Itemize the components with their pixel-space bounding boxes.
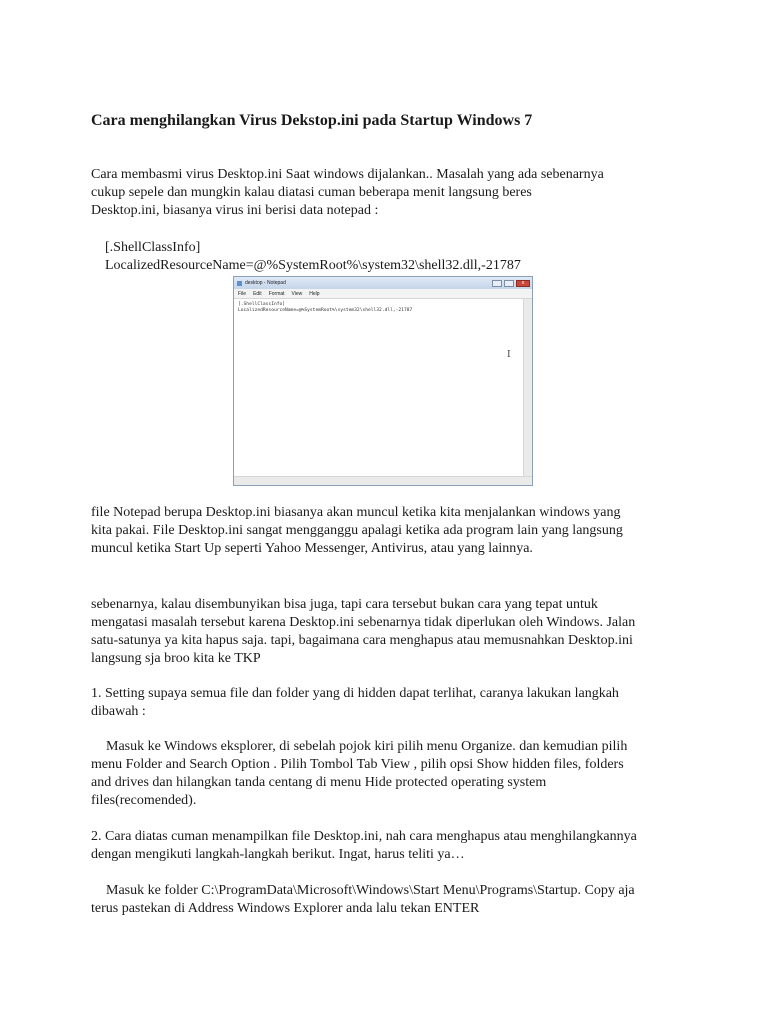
menu-view: View (291, 290, 303, 297)
text-cursor-icon: I (507, 350, 511, 360)
text-line: Desktop.ini, biasanya virus ini berisi data notepad : (91, 203, 379, 218)
text-line: files(recomended). (91, 793, 197, 808)
notepad-horizontal-scrollbar (234, 476, 532, 485)
text-line: sebenarnya, kalau disembunyikan bisa juga, tapi cara tersebut bukan cara yang tepat untuk (91, 597, 598, 612)
text-line: Cara membasmi virus Desktop.ini Saat windows dijalankan.. Masalah yang ada sebenarnya (91, 167, 604, 182)
text-line: file Notepad berupa Desktop.ini biasanya akan muncul ketika kita menjalankan windows yang (91, 505, 621, 520)
menu-edit: Edit (253, 290, 262, 297)
text-line: terus pastekan di Address Windows Explorer anda lalu tekan ENTER (91, 901, 480, 916)
paragraph-hide-option (91, 596, 691, 668)
notepad-screenshot (233, 276, 533, 486)
notepad-icon (237, 281, 242, 286)
notepad-text-line: LocalizedResourceName=@%SystemRoot%\system32\shell32.dll,-21787 (238, 308, 413, 313)
intro-paragraph (91, 166, 691, 220)
text-line: muncul ketika Start Up seperti Yahoo Messenger, Antivirus, atau yang lainnya. (91, 541, 533, 556)
text-line: mengatasi masalah tersebut karena Desktop.ini sebenarnya tidak diperlukan oleh Windows. Jalan (91, 615, 636, 630)
text-line: dengan mengikuti langkah-langkah berikut. Ingat, harus teliti ya… (91, 847, 465, 862)
text-line: 2. Cara diatas cuman menampilkan file Desktop.ini, nah cara menghapus atau menghilangkannya (91, 829, 637, 844)
notepad-menubar (234, 289, 532, 299)
step-1 (91, 685, 691, 721)
code-line-localizedresourcename: LocalizedResourceName=@%SystemRoot%\system32\shell32.dll,-21787 (105, 258, 521, 273)
text-line: kita pakai. File Desktop.ini sangat mengganggu apalagi ketika ada program lain yang langsung (91, 523, 623, 538)
menu-format: Format (268, 290, 285, 297)
step-1-detail (91, 738, 691, 810)
text-line: and drives dan hilangkan tanda centang di menu Hide protected operating system (91, 775, 547, 790)
close-icon: x (516, 280, 530, 287)
notepad-vertical-scrollbar (523, 299, 532, 477)
paragraph-notepad-file (91, 504, 691, 558)
notepad-titlebar (234, 277, 532, 289)
text-line: Masuk ke folder C:\ProgramData\Microsoft\Windows\Start Menu\Programs\Startup. Copy aja (106, 883, 635, 898)
notepad-window-title: desktop - Notepad (245, 280, 286, 286)
text-line: langsung sja broo kita ke TKP (91, 651, 261, 666)
document-title: Cara menghilangkan Virus Dekstop.ini pada Startup Windows 7 (91, 112, 533, 129)
text-line: 1. Setting supaya semua file dan folder yang di hidden dapat terlihat, caranya lakukan langkah (91, 686, 619, 701)
menu-file: File (238, 290, 247, 297)
notepad-text-area (234, 299, 524, 477)
code-line-shellclassinfo: [.ShellClassInfo] (105, 240, 201, 255)
maximize-icon (504, 280, 514, 287)
minimize-icon (492, 280, 502, 287)
notepad-text-line: [.ShellClassInfo] (238, 302, 286, 307)
text-line: dibawah : (91, 704, 146, 719)
text-line: cukup sepele dan mungkin kalau diatasi cuman beberapa menit langsung beres (91, 185, 532, 200)
text-line: menu Folder and Search Option . Pilih Tombol Tab View , pilih opsi Show hidden files, folders (91, 757, 624, 772)
step-2-detail (91, 882, 691, 918)
text-line: Masuk ke Windows eksplorer, di sebelah pojok kiri pilih menu Organize. dan kemudian pilih (106, 739, 628, 754)
menu-help: Help (309, 290, 320, 297)
step-2 (91, 828, 691, 864)
text-line: satu-satunya ya kita hapus saja. tapi, bagaimana cara menghapus atau memusnahkan Desktop.ini (91, 633, 633, 648)
